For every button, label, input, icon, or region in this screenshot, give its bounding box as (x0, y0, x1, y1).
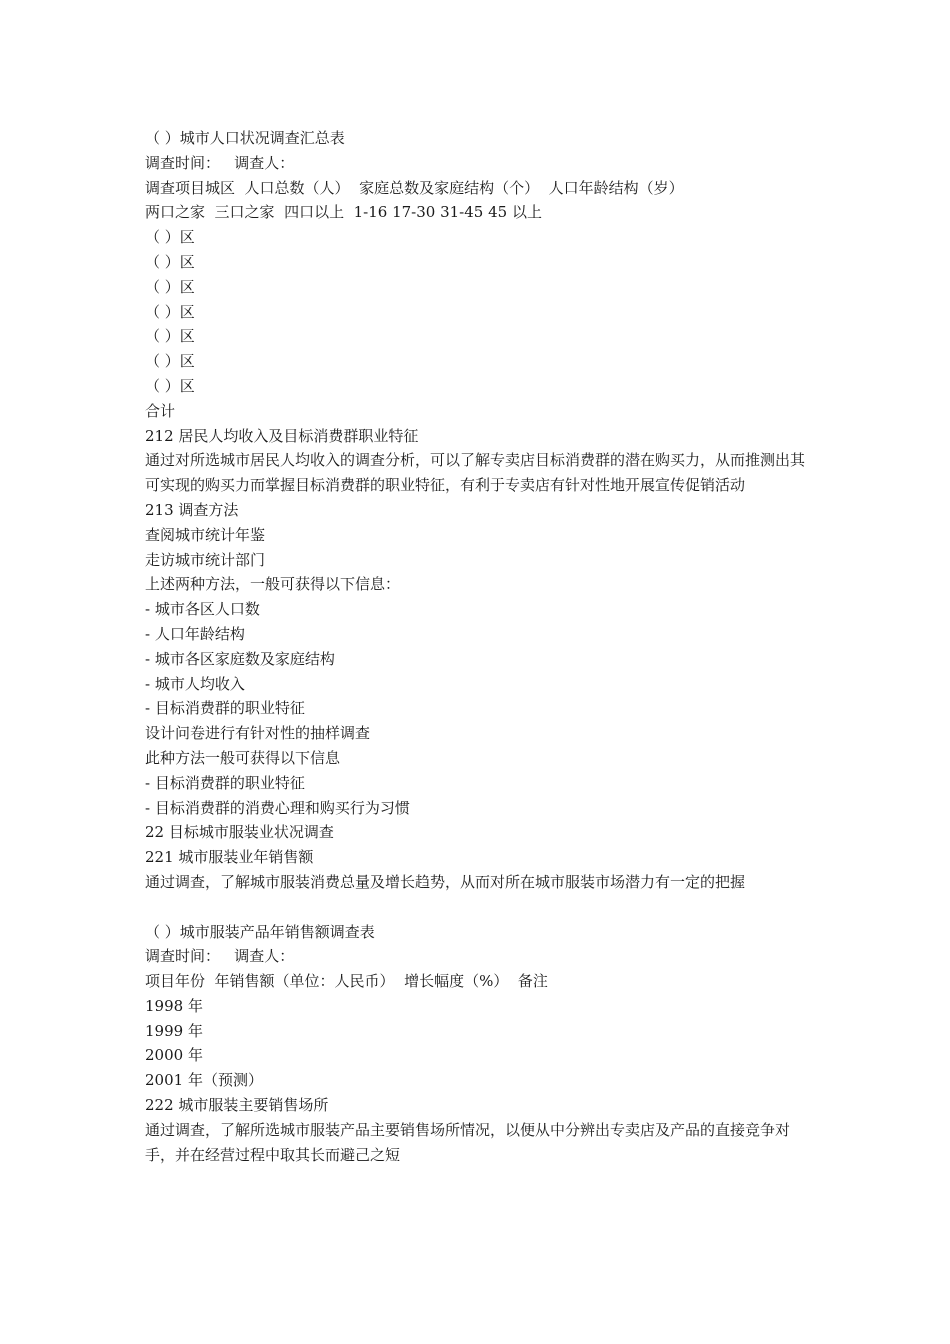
text-line: 213 调查方法 (145, 500, 239, 519)
text-line: - 城市人均收入 (145, 674, 245, 693)
text-line: 走访城市统计部门 (145, 550, 266, 569)
text-line: 1998 年 (145, 996, 203, 1015)
text-line: 调查时间： 调查人： (145, 947, 295, 966)
text-line: 通过调查，了解城市服装消费总量及增长趋势，从而对所在城市服装市场潜力有一定的把握 (145, 872, 746, 891)
text-line: 222 城市服装主要销售场所 (145, 1096, 329, 1115)
text-line: （ ）区 (145, 228, 195, 247)
text-line: 2000 年 (145, 1046, 203, 1065)
text-line: （ ）区 (145, 327, 195, 346)
text-line: - 目标消费群的消费心理和购买行为习惯 (145, 798, 410, 817)
text-line: 212 居民人均收入及目标消费群职业特征 (145, 426, 419, 445)
text-line: 项目年份 年销售额（单位：人民币） 增长幅度（%） 备注 (145, 972, 548, 991)
text-line: （ ）区 (145, 252, 195, 271)
text-line: （ ）区 (145, 376, 195, 395)
text-line: - 人口年龄结构 (145, 624, 245, 643)
text-line: 通过对所选城市居民人均收入的调查分析，可以了解专卖店目标消费群的潜在购买力，从而推测出其可实现的购买力而掌握目标消费群的职业特征，有利于专卖店有针对性地开展宣传促销活动 (145, 451, 806, 495)
text-line: 221 城市服装业年销售额 (145, 848, 314, 867)
text-line: 查阅城市统计年鉴 (145, 525, 266, 544)
text-line: 合计 (145, 401, 176, 420)
text-line: 通过调查，了解所选城市服装产品主要销售场所情况，以便从中分辨出专卖店及产品的直接竞争对手，并在经营过程中取其长而避己之短 (145, 1120, 791, 1164)
document-body (145, 126, 811, 1167)
text-line: （ ）城市人口状况调查汇总表 (145, 129, 345, 147)
text-line: - 城市各区人口数 (145, 600, 260, 619)
text-line: 设计问卷进行有针对性的抽样调查 (145, 724, 371, 743)
text-line: （ ）城市服装产品年销售额调查表 (145, 922, 375, 941)
text-line: 调查项目城区 人口总数（人） 家庭总数及家庭结构（个） 人口年龄结构（岁） (145, 178, 684, 197)
text-line: 22 目标城市服装业状况调查 (145, 823, 334, 842)
text-line: 此种方法一般可获得以下信息 (145, 748, 341, 767)
text-line: （ ）区 (145, 352, 195, 371)
text-line: - 城市各区家庭数及家庭结构 (145, 649, 335, 668)
text-line: 2001 年（预测） (145, 1071, 263, 1090)
text-line: （ ）区 (145, 277, 195, 296)
text-line: 两口之家 三口之家 四口以上 1-16 17-30 31-45 45 以上 (145, 203, 542, 222)
text-line: （ ）区 (145, 302, 195, 321)
text-line: 调查时间： 调查人： (145, 153, 295, 172)
text-line: - 目标消费群的职业特征 (145, 773, 305, 792)
blank-line (145, 895, 811, 920)
text-line: 上述两种方法，一般可获得以下信息： (145, 575, 401, 594)
text-line: 1999 年 (145, 1021, 203, 1040)
text-line: - 目标消费群的职业特征 (145, 699, 305, 718)
